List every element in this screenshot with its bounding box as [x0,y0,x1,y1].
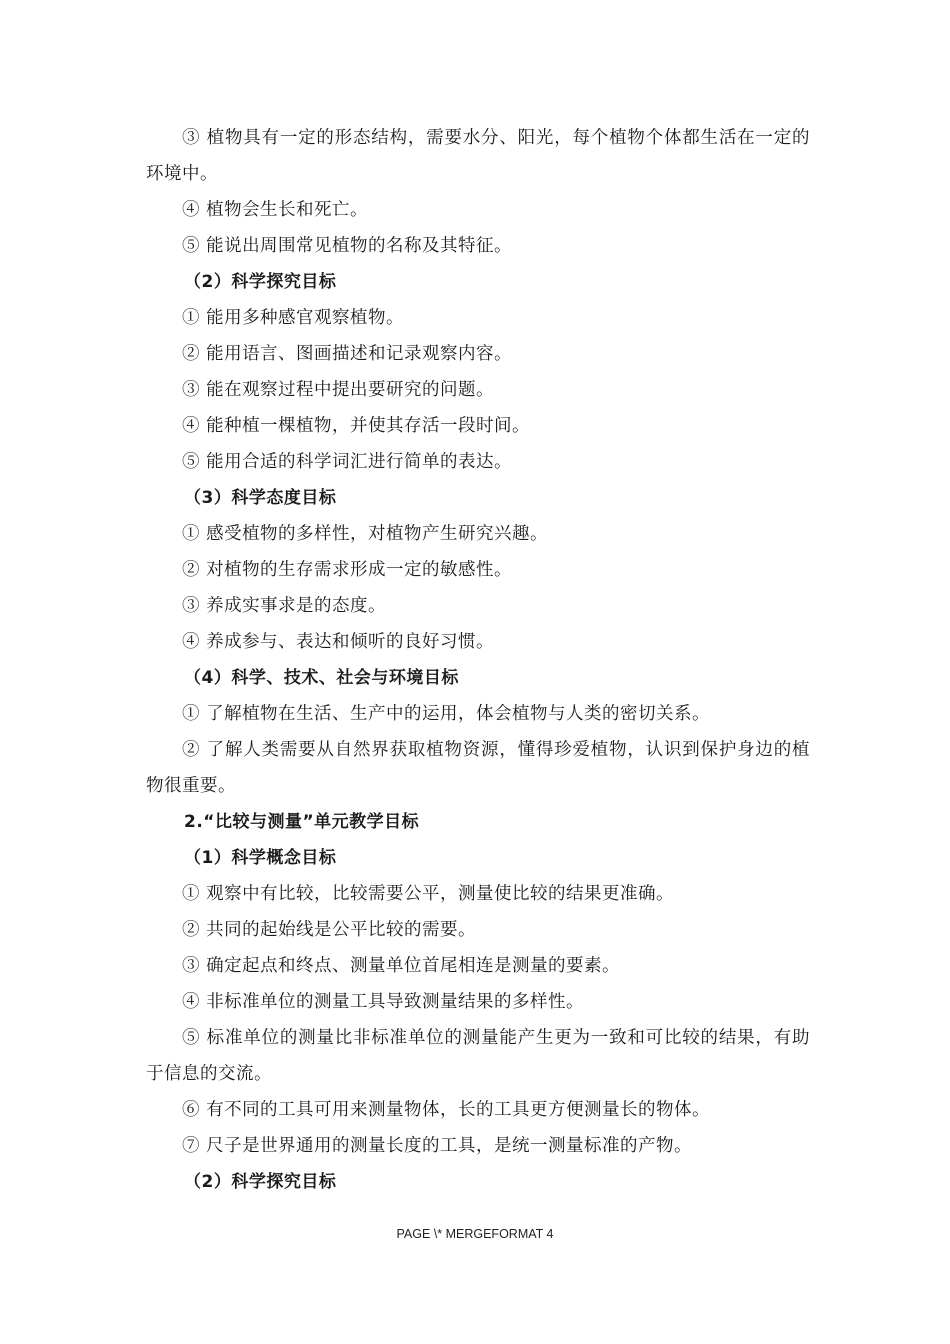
paragraph: ② 共同的起始线是公平比较的需要。 [182,920,477,940]
paragraph: ③ 养成实事求是的态度。 [182,596,387,616]
paragraph: ⑤ 标准单位的测量比非标准单位的测量能产生更为一致和可比较的结果，有助于信息的交流。 [146,1028,810,1084]
section-heading: （3）科学态度目标 [184,488,337,508]
document-body [146,120,810,1200]
page-footer: PAGE \* MERGEFORMAT 4 [396,1227,554,1241]
paragraph: ④ 非标准单位的测量工具导致测量结果的多样性。 [182,992,585,1012]
paragraph: ④ 养成参与、表达和倾听的良好习惯。 [182,632,495,652]
section-heading: （2）科学探究目标 [184,1172,337,1192]
paragraph: ⑦ 尺子是世界通用的测量长度的工具，是统一测量标准的产物。 [182,1136,693,1156]
paragraph: ② 了解人类需要从自然界获取植物资源，懂得珍爱植物，认识到保护身边的植物很重要。 [146,740,810,796]
paragraph: ① 了解植物在生活、生产中的运用，体会植物与人类的密切关系。 [182,704,711,724]
paragraph: ① 能用多种感官观察植物。 [182,308,405,328]
paragraph: ⑤ 能说出周围常见植物的名称及其特征。 [182,236,513,256]
section-heading: （2）科学探究目标 [184,272,337,292]
paragraph: ④ 植物会生长和死亡。 [182,200,369,220]
paragraph: ② 能用语言、图画描述和记录观察内容。 [182,344,513,364]
paragraph: ③ 能在观察过程中提出要研究的问题。 [182,380,495,400]
section-heading: （1）科学概念目标 [184,848,337,868]
paragraph: ④ 能种植一棵植物，并使其存活一段时间。 [182,416,531,436]
paragraph: ③ 确定起点和终点、测量单位首尾相连是测量的要素。 [182,956,621,976]
paragraph: ⑥ 有不同的工具可用来测量物体，长的工具更方便测量长的物体。 [182,1100,711,1120]
unit-heading: 2.“比较与测量”单元教学目标 [184,812,420,832]
paragraph: ⑤ 能用合适的科学词汇进行简单的表达。 [182,452,513,472]
paragraph: ② 对植物的生存需求形成一定的敏感性。 [182,560,513,580]
paragraph: ① 感受植物的多样性，对植物产生研究兴趣。 [182,524,549,544]
paragraph: ① 观察中有比较，比较需要公平，测量使比较的结果更准确。 [182,884,675,904]
paragraph: ③ 植物具有一定的形态结构，需要水分、阳光，每个植物个体都生活在一定的环境中。 [146,128,810,184]
section-heading: （4）科学、技术、社会与环境目标 [184,668,459,688]
